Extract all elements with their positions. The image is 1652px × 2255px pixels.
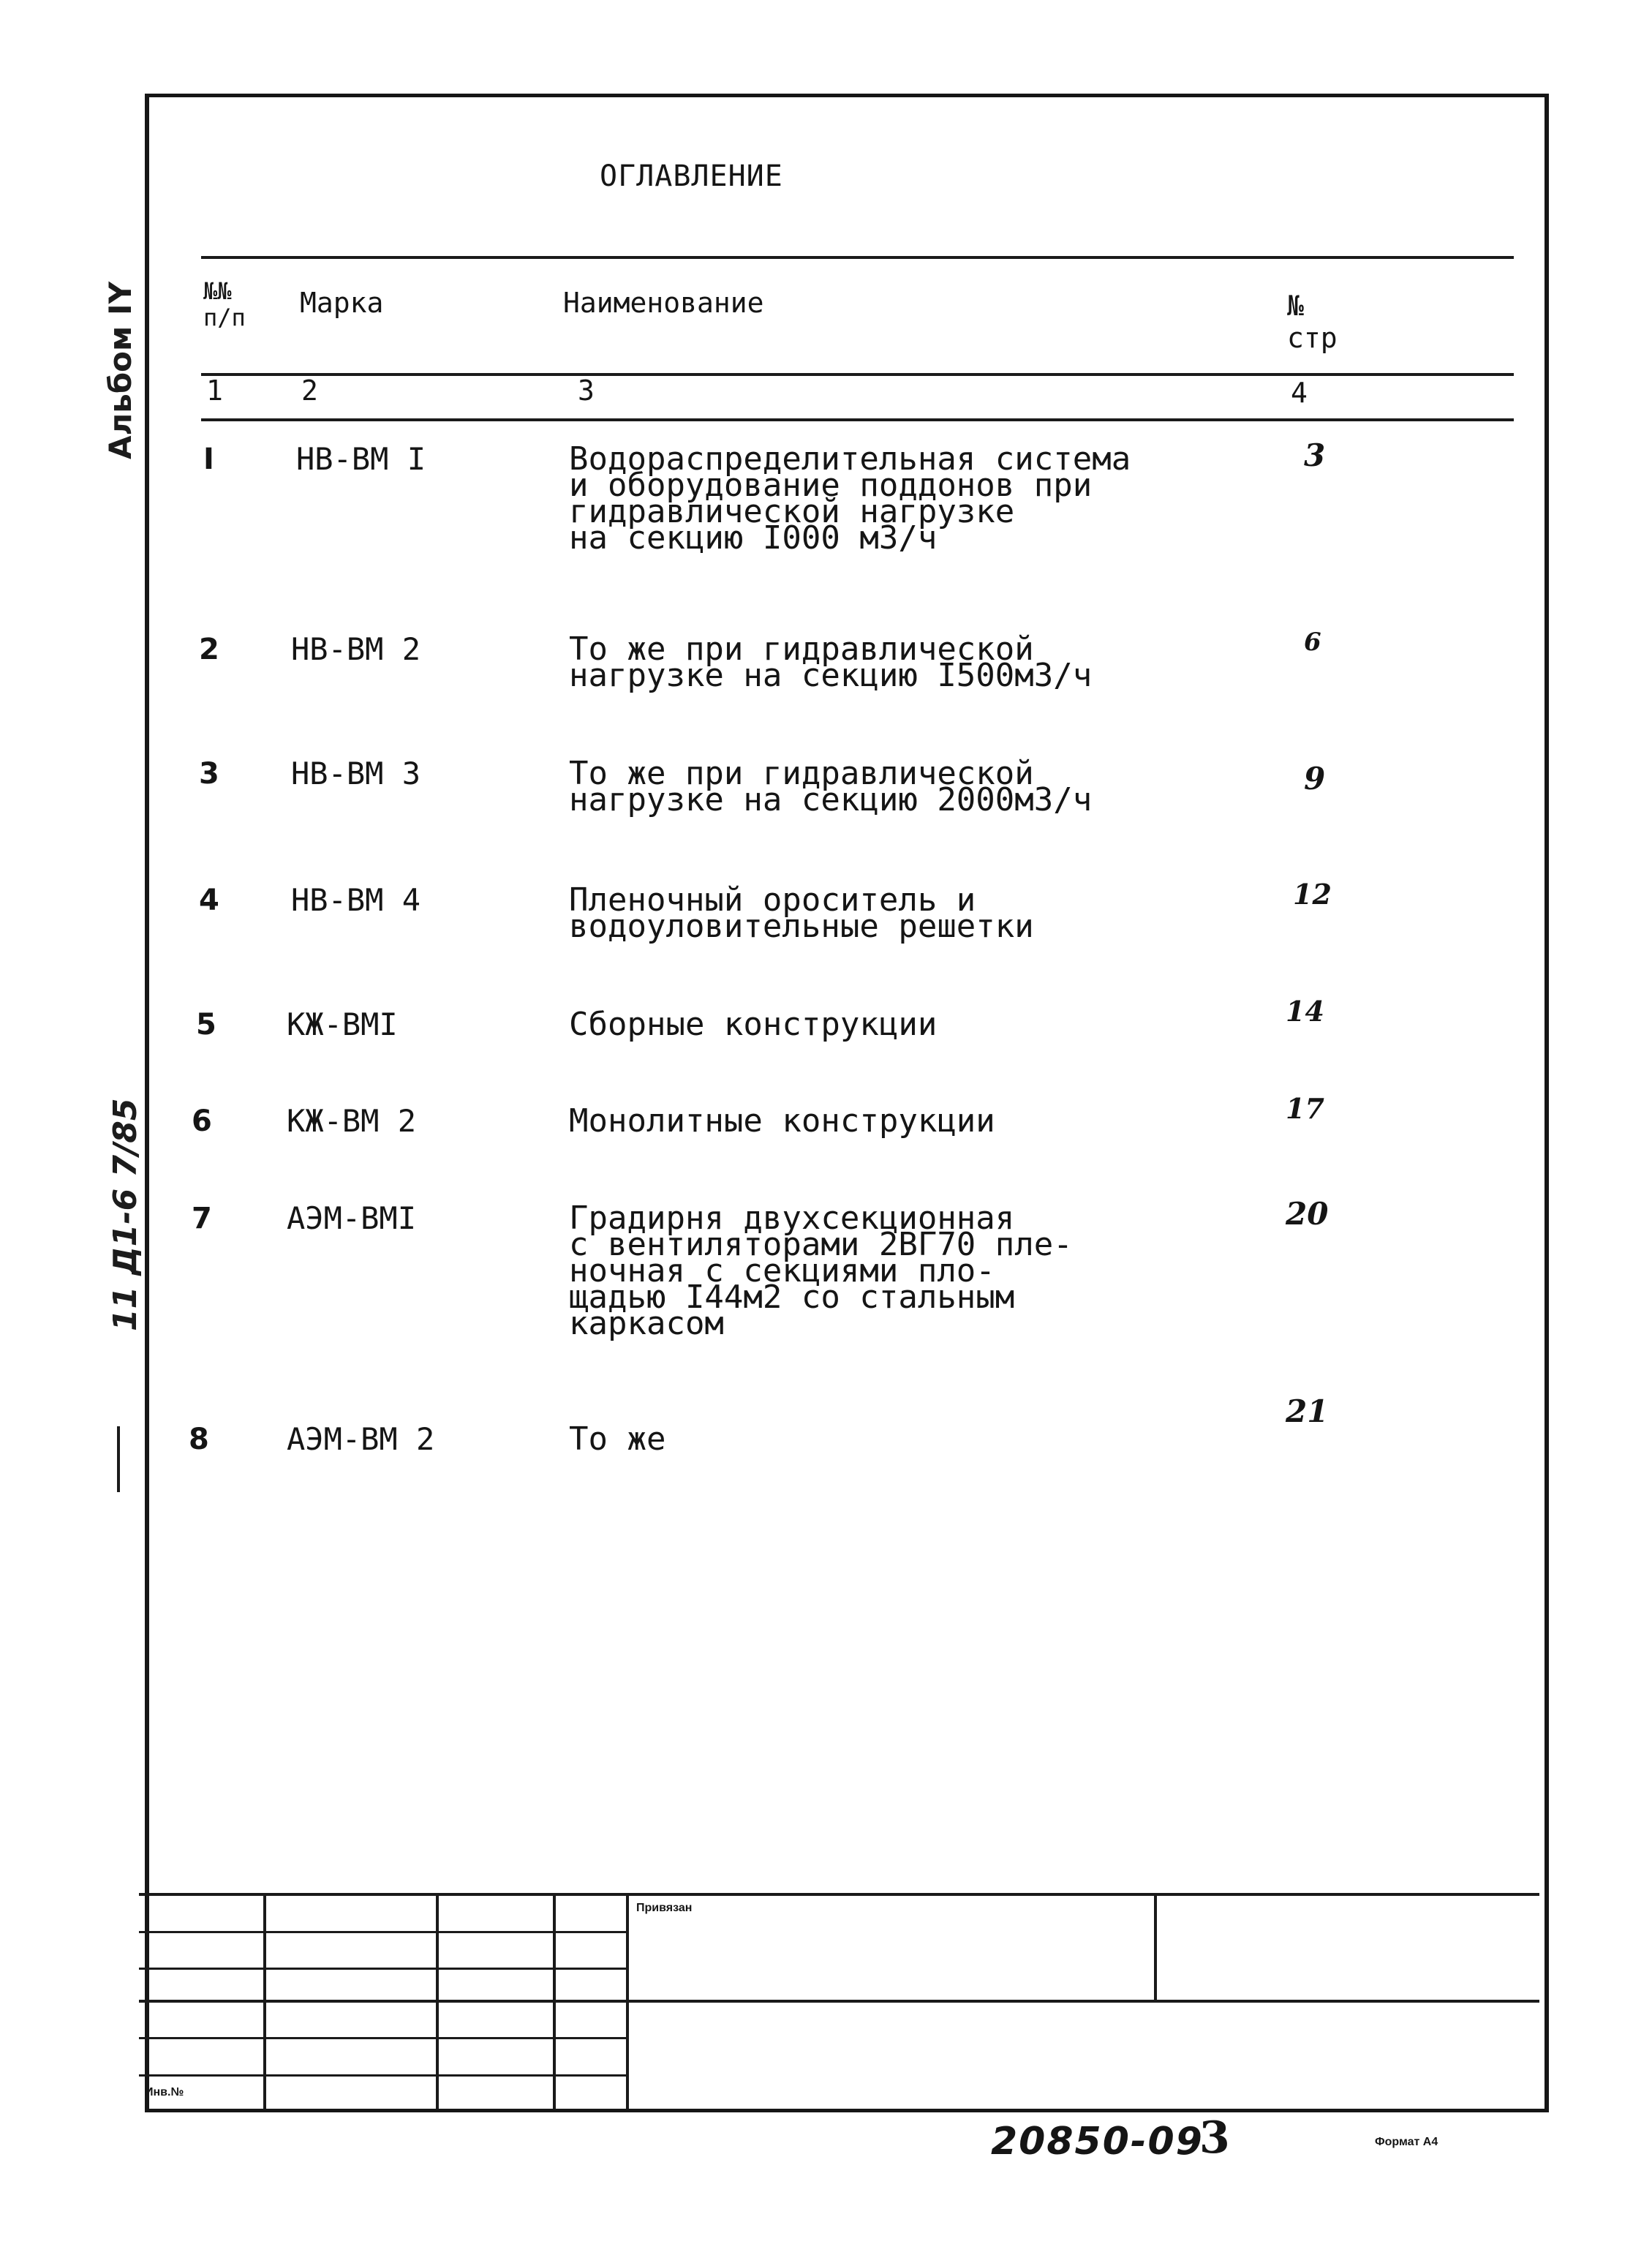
row-page: 6 bbox=[1304, 628, 1321, 657]
row-page: 9 bbox=[1304, 761, 1326, 797]
row-mark: НВ-ВМ 2 bbox=[291, 631, 421, 667]
stamp-col-rule bbox=[553, 1893, 556, 2109]
row-mark: НВ-ВМ I bbox=[296, 441, 426, 477]
row-number: 5 bbox=[196, 1008, 216, 1042]
column-number-2: 2 bbox=[301, 374, 318, 407]
stamp-col-rule bbox=[626, 1893, 629, 2109]
side-code-note: 11 Д1-6 7/85 bbox=[107, 1098, 144, 1331]
row-number: 6 bbox=[192, 1104, 212, 1138]
row-page: 14 bbox=[1286, 995, 1324, 1028]
row-page: 17 bbox=[1286, 1092, 1324, 1125]
header-name: Наименование bbox=[563, 287, 764, 319]
stamp-col-rule bbox=[1154, 1893, 1157, 2001]
row-page: 12 bbox=[1293, 878, 1332, 911]
inventory-label: Инв.№ bbox=[145, 2086, 184, 2098]
stamp-mid-rule bbox=[139, 2000, 1539, 2003]
document-code: 20850-09 bbox=[991, 2120, 1204, 2164]
column-number-3: 3 bbox=[578, 374, 595, 407]
row-name: Градирня двухсекционная с вентиляторами 2ВГ70 пле- ночная с секциями пло- щадью I44м2 со стальным каркасом bbox=[569, 1200, 1073, 1342]
row-name: То же bbox=[569, 1420, 666, 1458]
table-top-rule bbox=[201, 256, 1514, 259]
stamp-top-rule bbox=[139, 1893, 1539, 1896]
album-note: Альбом IY bbox=[102, 282, 138, 459]
stamp-col-rule bbox=[436, 1893, 439, 2109]
row-name: Пленочный ороситель и водоуловительные решетки bbox=[569, 881, 1034, 945]
row-page: 20 bbox=[1286, 1196, 1329, 1232]
row-name: Водораспределительная система и оборудование поддонов при гидравлической нагрузке на секцию I000 м3/ч bbox=[569, 440, 1131, 557]
column-numbers-rule bbox=[201, 418, 1514, 421]
stamp-col-rule bbox=[263, 1893, 266, 2109]
row-mark: НВ-ВМ 4 bbox=[291, 882, 421, 918]
row-name: Монолитные конструкции bbox=[569, 1102, 995, 1140]
binding-label: Привязан bbox=[636, 1902, 693, 1914]
row-mark: АЭМ-ВМI bbox=[287, 1200, 417, 1236]
row-number: 3 bbox=[199, 757, 219, 791]
row-page: 3 bbox=[1304, 437, 1326, 473]
header-mark: Марка bbox=[300, 287, 384, 319]
column-number-4: 4 bbox=[1291, 377, 1308, 409]
column-number-1: 1 bbox=[206, 374, 223, 407]
row-page: 21 bbox=[1286, 1393, 1329, 1429]
header-bottom-rule bbox=[201, 373, 1514, 376]
row-mark: АЭМ-ВМ 2 bbox=[287, 1421, 435, 1457]
row-number: 8 bbox=[189, 1423, 209, 1456]
row-name: То же при гидравлической нагрузке на секцию I500м3/ч bbox=[569, 630, 1093, 694]
header-num: №№ п/п bbox=[203, 277, 246, 331]
side-tick bbox=[117, 1426, 120, 1492]
row-name: То же при гидравлической нагрузке на секцию 2000м3/ч bbox=[569, 755, 1093, 818]
page-title: ОГЛАВЛЕНИЕ bbox=[600, 159, 783, 193]
format-label: Формат А4 bbox=[1375, 2136, 1438, 2148]
row-number: 2 bbox=[199, 633, 219, 666]
header-page: № стр bbox=[1287, 290, 1338, 354]
row-mark: КЖ-ВМ 2 bbox=[287, 1103, 417, 1139]
row-mark: НВ-ВМ 3 bbox=[291, 756, 421, 791]
row-mark: КЖ-ВМI bbox=[287, 1006, 398, 1042]
row-number: I bbox=[203, 443, 214, 476]
row-number: 7 bbox=[192, 1202, 212, 1235]
sheet-number: 3 bbox=[1199, 2112, 1230, 2164]
row-number: 4 bbox=[199, 884, 219, 917]
row-name: Сборные конструкции bbox=[569, 1006, 938, 1043]
